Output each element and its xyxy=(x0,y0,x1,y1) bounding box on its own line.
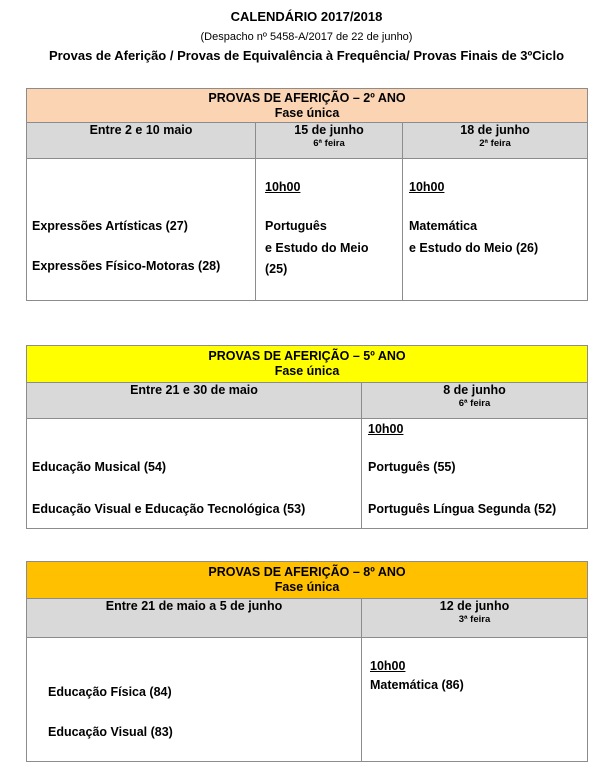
exam-weekday-1: 3ª feira xyxy=(458,614,491,625)
period-cell xyxy=(27,123,256,159)
table-2-ano-fase: Fase única xyxy=(274,105,340,120)
period-label: Entre 2 e 10 maio xyxy=(89,123,193,137)
period-cell xyxy=(27,383,362,419)
subjects-cell xyxy=(27,159,256,301)
exam-time-1: 10h00 xyxy=(368,422,404,436)
exam-weekday-2: 2ª feira xyxy=(479,138,511,149)
table-5-ano-title: PROVAS DE AFERIÇÃO – 5º ANO xyxy=(208,349,406,363)
subjects-cell xyxy=(27,638,362,762)
exam-1-line-3: (25) xyxy=(265,262,288,276)
exam-cell-1 xyxy=(362,419,588,529)
exam-1-line-1: Português xyxy=(265,219,327,233)
subject-1: Educação Musical (54) xyxy=(32,460,167,474)
table-2-ano-header xyxy=(27,89,588,123)
exam-1: Matemática (86) xyxy=(370,678,464,692)
subjects-cell xyxy=(27,419,362,529)
exam-cell-2 xyxy=(403,159,588,301)
table-2-ano xyxy=(26,88,588,301)
document-title: CALENDÁRIO 2017/2018 xyxy=(230,9,383,24)
exam-weekday-1: 6ª feira xyxy=(458,398,491,409)
exam-cell-1 xyxy=(256,159,403,301)
subject-2: Educação Visual e Educação Tecnológica (53) xyxy=(32,502,306,516)
table-8-ano-title: PROVAS DE AFERIÇÃO – 8º ANO xyxy=(208,565,406,579)
exam-1-line-2: e Estudo do Meio xyxy=(265,241,369,255)
table-8-ano-header xyxy=(27,562,588,599)
exam-cell-1 xyxy=(362,638,588,762)
date-cell-2 xyxy=(403,123,588,159)
despacho-reference: (Despacho nº 5458-A/2017 de 22 de junho) xyxy=(200,31,413,43)
exam-2: Português Língua Segunda (52) xyxy=(368,502,557,516)
period-label: Entre 21 de maio a 5 de junho xyxy=(105,599,283,613)
exam-date-1: 8 de junho xyxy=(443,383,506,397)
subject-2: Educação Visual (83) xyxy=(48,725,173,739)
table-5-ano xyxy=(26,345,588,529)
date-cell-1 xyxy=(256,123,403,159)
exam-weekday-1: 6ª feira xyxy=(313,138,345,149)
subject-1: Educação Física (84) xyxy=(48,685,172,699)
exam-time-1: 10h00 xyxy=(265,180,301,194)
subject-1: Expressões Artísticas (27) xyxy=(32,219,188,233)
exam-1: Português (55) xyxy=(368,460,456,474)
table-8-ano-fase: Fase única xyxy=(274,580,340,594)
exam-time-2: 10h00 xyxy=(409,180,445,194)
exam-date-1: 15 de junho xyxy=(294,123,364,137)
table-8-ano xyxy=(26,561,588,762)
table-5-ano-header xyxy=(27,346,588,383)
exam-date-1: 12 de junho xyxy=(439,599,510,613)
subject-2: Expressões Físico-Motoras (28) xyxy=(32,259,221,273)
exam-2-line-1: Matemática xyxy=(409,219,478,233)
table-2-ano-title: PROVAS DE AFERIÇÃO – 2º ANO xyxy=(208,90,406,105)
date-cell-1 xyxy=(362,599,588,638)
exam-date-2: 18 de junho xyxy=(460,123,530,137)
date-cell-1 xyxy=(362,383,588,419)
exam-2-line-2: e Estudo do Meio (26) xyxy=(409,241,539,255)
document-subtitle: Provas de Aferição / Provas de Equivalência à Frequência/ Provas Finais de 3ºCiclo xyxy=(48,48,565,63)
table-5-ano-fase: Fase única xyxy=(274,364,340,378)
period-label: Entre 21 e 30 de maio xyxy=(130,383,258,397)
exam-time-1: 10h00 xyxy=(370,659,406,673)
period-cell xyxy=(27,599,362,638)
